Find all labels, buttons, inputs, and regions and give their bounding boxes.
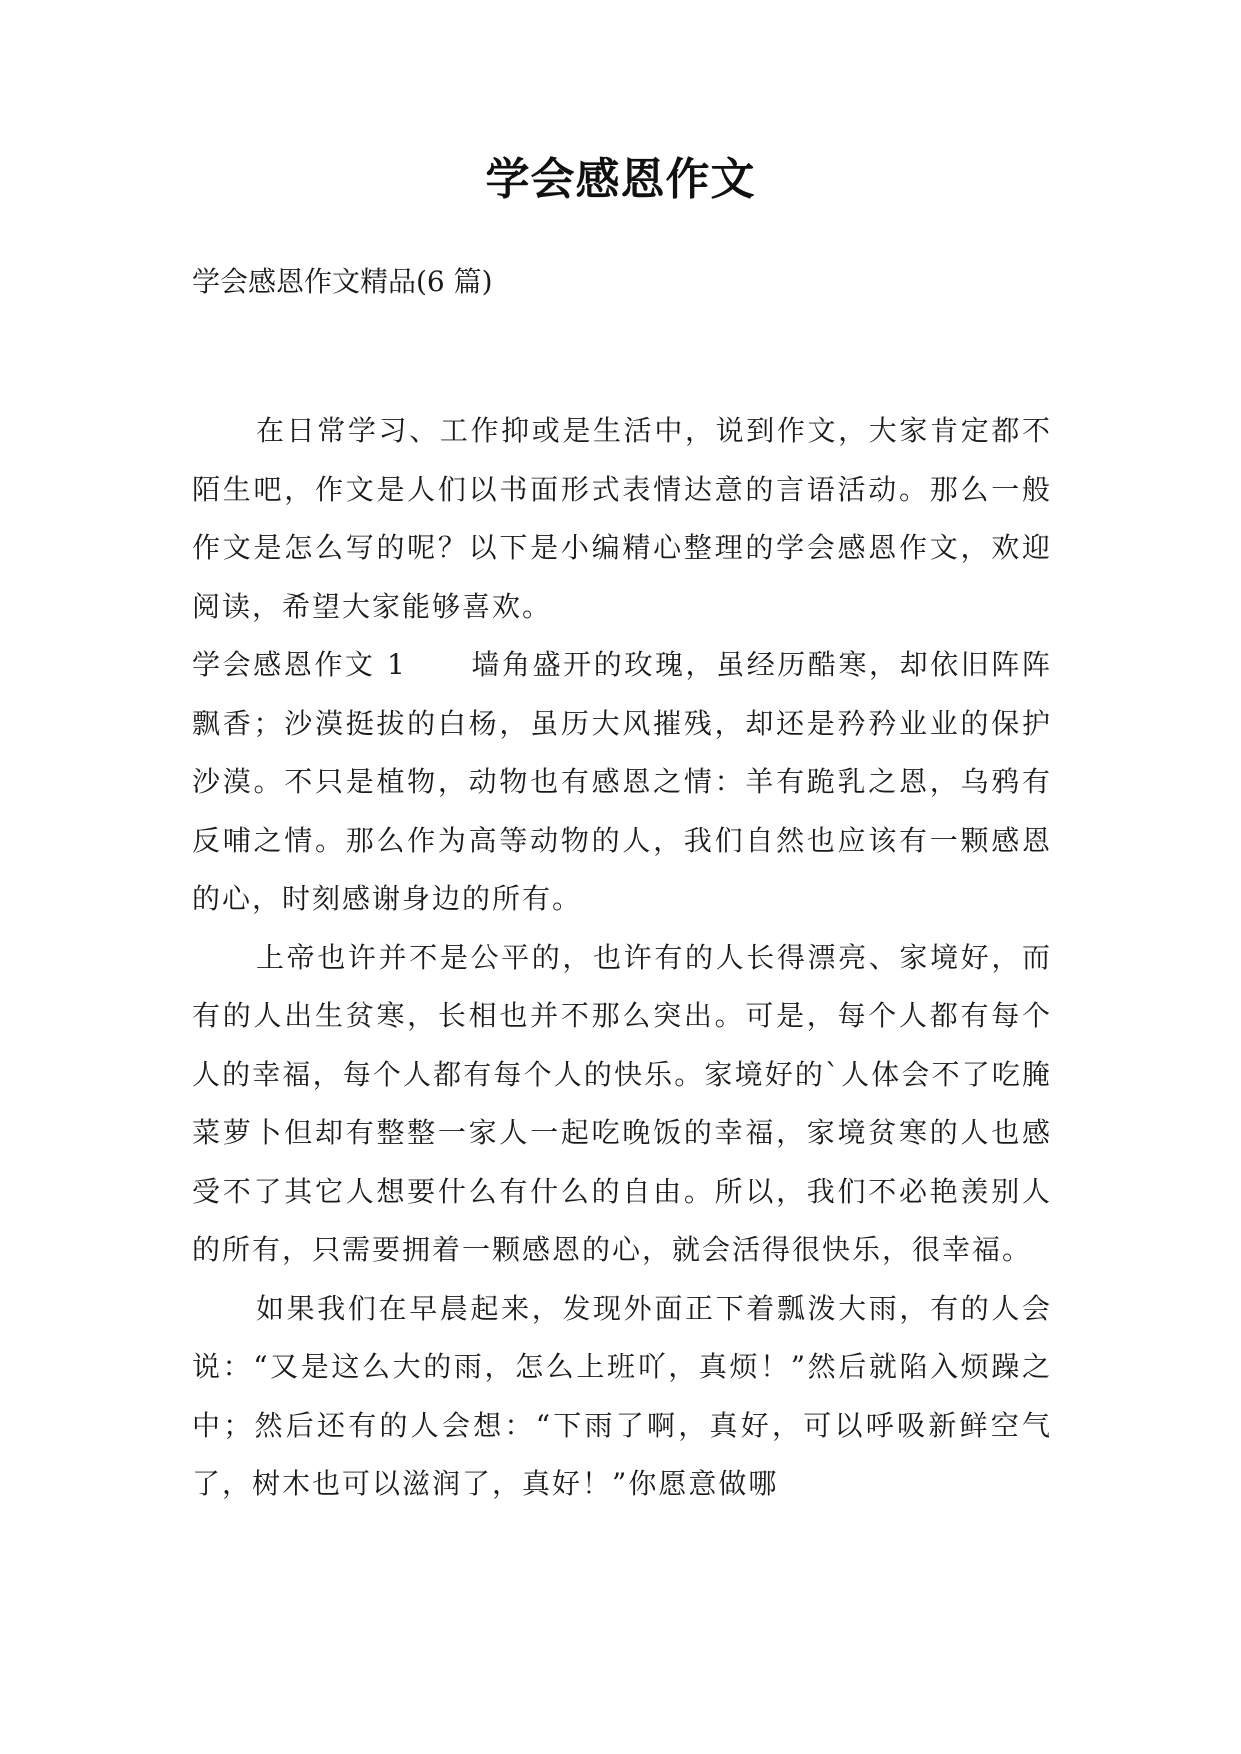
intro-paragraph: 在日常学习、工作抑或是生活中，说到作文，大家肯定都不陌生吧，作文是人们以书面形式表情达意的言语活动。那么一般作文是怎么写的呢？以下是小编精心整理的学会感恩作文，欢迎阅读，希望大家能够喜欢。 [192, 414, 1052, 623]
essay-1-paragraph-2: 上帝也许并不是公平的，也许有的人长得漂亮、家境好，而有的人出生贫寒，长相也并不那么突出。可是，每个人都有每个人的幸福，每个人都有每个人的快乐。家境好的`人体会不了吃腌菜萝卜但却有整整一家人一起吃晚饭的幸福，家境贫寒的人也感受不了其它人想要什么有什么的自由。所以，我们不必艳羡别人的所有，只需要拥着一颗感恩的心，就会活得很快乐，很幸福。 [192, 940, 1052, 1266]
essay-1-paragraph-1-text: 墙角盛开的玫瑰，虽经历酷寒，却依旧阵阵飘香；沙漠挺拔的白杨，虽历大风摧残，却还是矜矜业业的保护沙漠。不只是植物，动物也有感恩之情：羊有跪乳之恩，乌鸦有反哺之情。那么作为高等动物的人，我们自然也应该有一颗感恩的心，时刻感谢身边的所有。 [192, 648, 1052, 915]
essay-1-paragraph-3: 如果我们在早晨起来，发现外面正下着瓢泼大雨，有的人会说：“又是这么大的雨，怎么上班吖，真烦！”然后就陷入烦躁之中；然后还有的人会想：“下雨了啊，真好，可以呼吸新鲜空气了，树木也可以滋润了，真好！”你愿意做哪 [192, 1291, 1052, 1500]
essay-heading: 学会感恩作文 1 [192, 648, 407, 681]
essay-1-paragraph-1 [192, 636, 1052, 929]
document-subtitle: 学会感恩作文精品(6 篇) [192, 265, 493, 298]
document-body [192, 402, 1052, 1514]
document-title: 学会感恩作文 [485, 154, 756, 205]
